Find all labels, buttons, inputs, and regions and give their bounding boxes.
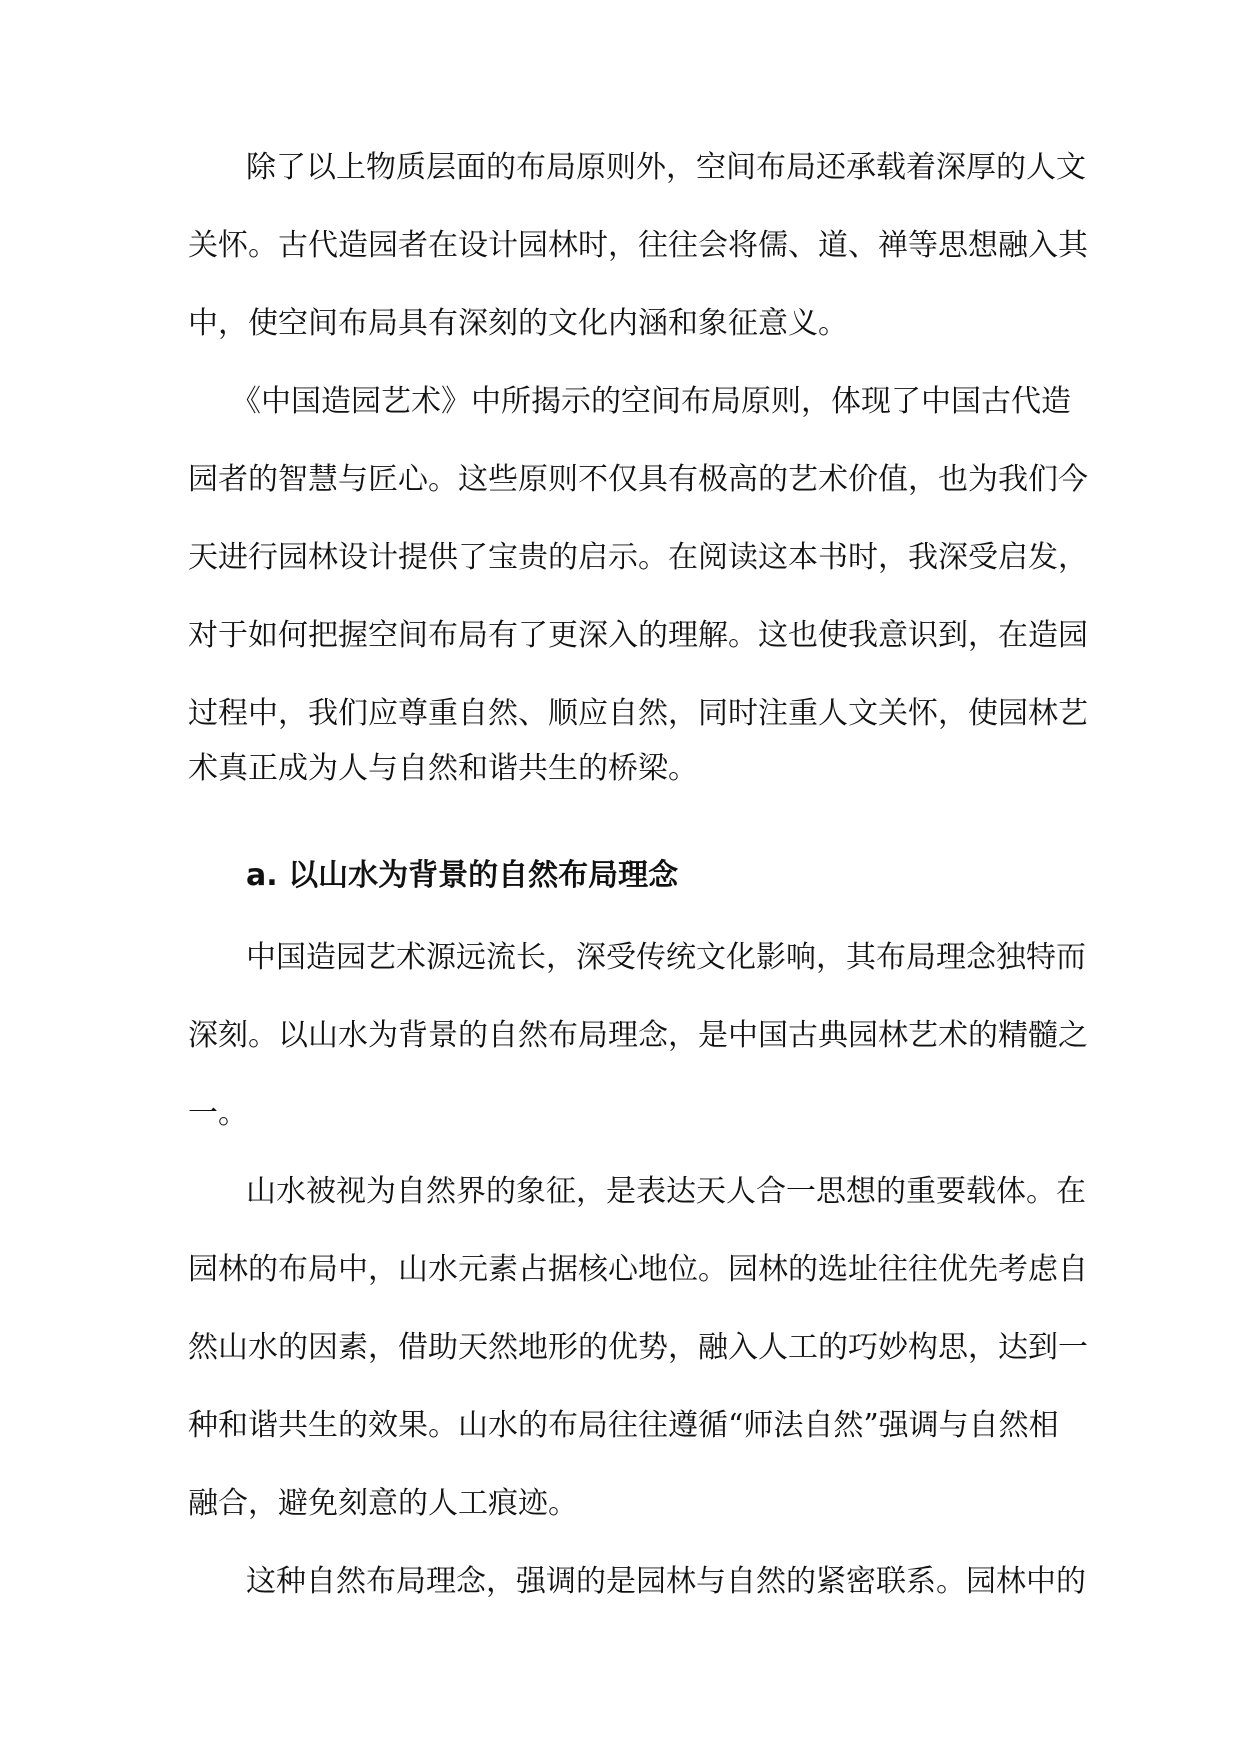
section-heading: a. 以山水为背景的自然布局理念 [246,858,679,893]
section-paragraph-1-line-3: 一。 [188,1096,248,1131]
section-paragraph-2-line-5: 融合，避免刻意的人工痕迹。 [188,1486,578,1521]
paragraph-2-line-3: 天进行园林设计提供了宝贵的启示。在阅读这本书时，我深受启发， [188,540,1088,575]
section-paragraph-3-line-1: 这种自然布局理念，强调的是园林与自然的紧密联系。园林中的 [246,1564,1086,1599]
paragraph-1-line-3: 中，使空间布局具有深刻的文化内涵和象征意义。 [188,306,848,341]
paragraph-2-line-2: 园者的智慧与匠心。这些原则不仅具有极高的艺术价值，也为我们今 [188,462,1088,497]
section-paragraph-2-line-1: 山水被视为自然界的象征，是表达天人合一思想的重要载体。在 [246,1174,1086,1209]
section-paragraph-1-line-2: 深刻。以山水为背景的自然布局理念，是中国古典园林艺术的精髓之 [188,1018,1088,1053]
section-paragraph-2-line-4: 种和谐共生的效果。山水的布局往往遵循“师法自然”强调与自然相 [188,1408,1059,1443]
paragraph-2-line-1: 《中国造园艺术》中所揭示的空间布局原则，体现了中国古代造 [231,384,1071,419]
paragraph-2-line-5: 过程中，我们应尊重自然、顺应自然，同时注重人文关怀，使园林艺 [188,696,1088,731]
paragraph-2-line-4: 对于如何把握空间布局有了更深入的理解。这也使我意识到，在造园 [188,618,1088,653]
section-paragraph-2-line-2: 园林的布局中，山水元素占据核心地位。园林的选址往往优先考虑自 [188,1252,1088,1287]
paragraph-1-line-1: 除了以上物质层面的布局原则外，空间布局还承载着深厚的人文 [246,150,1086,185]
section-paragraph-1-line-1: 中国造园艺术源远流长，深受传统文化影响，其布局理念独特而 [246,940,1086,975]
paragraph-2-line-6: 术真正成为人与自然和谐共生的桥梁。 [188,751,698,786]
paragraph-1-line-2: 关怀。古代造园者在设计园林时，往往会将儒、道、禅等思想融入其 [188,228,1088,263]
section-paragraph-2-line-3: 然山水的因素，借助天然地形的优势，融入人工的巧妙构思，达到一 [188,1330,1088,1365]
